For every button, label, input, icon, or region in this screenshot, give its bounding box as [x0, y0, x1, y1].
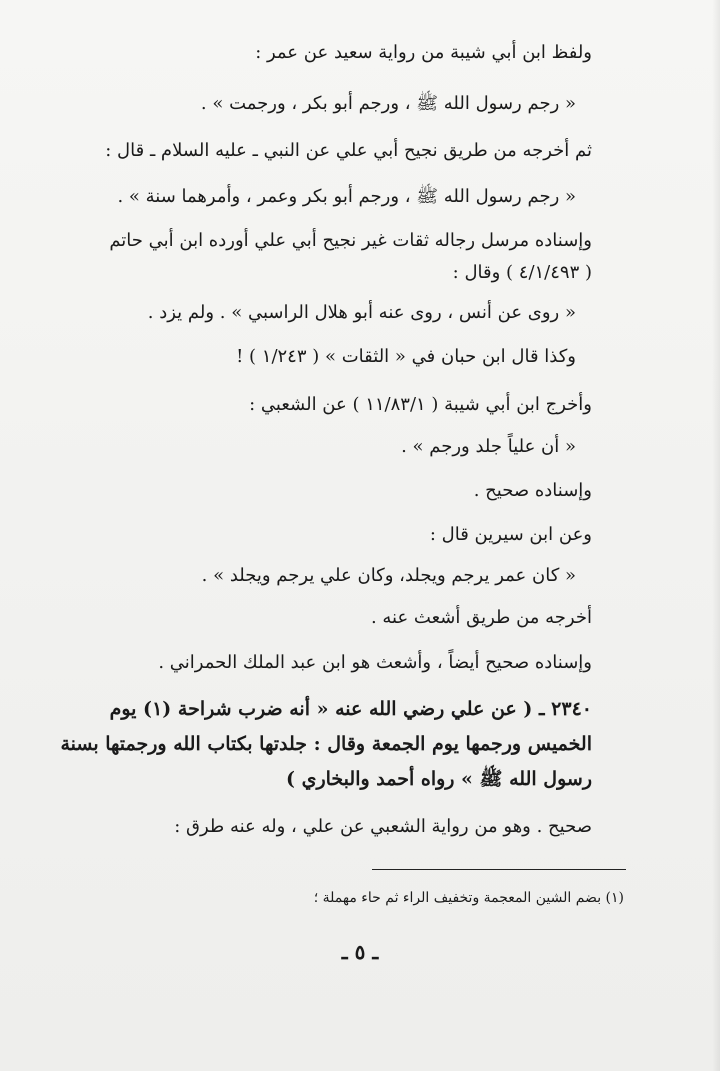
- footnote: (١) بضم الشين المعجمة وتخفيف الراء ثم حاء مهملة ؛: [313, 890, 624, 906]
- hadith-line: الخميس ورجمها يوم الجمعة وقال : جلدتها بكتاب الله ورجمتها بسنة: [60, 733, 592, 755]
- page-edge-shadow: [712, 0, 720, 1071]
- text-line: وعن ابن سيرين قال :: [429, 524, 592, 545]
- text-line: ولفظ ابن أبي شيبة من رواية سعيد عن عمر :: [255, 42, 592, 63]
- text-line: « رجم رسول الله ﷺ ، ورجم أبو بكر ، ورجمت » .: [200, 93, 576, 114]
- text-line: « روى عن أنس ، روى عنه أبو هلال الراسبي » . ولم يزد .: [147, 302, 576, 323]
- text-line: « كان عمر يرجم ويجلد، وكان علي يرجم ويجلد » .: [201, 565, 576, 586]
- text-line: « رجم رسول الله ﷺ ، ورجم أبو بكر وعمر ، وأمرهما سنة » .: [117, 186, 576, 207]
- text-line: وإسناده صحيح أيضاً ، وأشعث هو ابن عبد الملك الحمراني .: [158, 652, 592, 673]
- page-number: ـ ٥ ـ: [341, 940, 379, 964]
- text-line: ( ٤/١/٤٩٣ ) وقال :: [452, 262, 592, 283]
- hadith-line: رسول الله ﷺ » رواه أحمد والبخاري ): [285, 768, 592, 790]
- text-line: ثم أخرجه من طريق نجيح أبي علي عن النبي ـ عليه السلام ـ قال :: [105, 140, 592, 161]
- text-line: وأخرج ابن أبي شيبة ( ١١/٨٣/١ ) عن الشعبي :: [249, 394, 592, 415]
- hadith-line: ٢٣٤٠ ـ ( عن علي رضي الله عنه « أنه ضرب شراحة (١) يوم: [109, 698, 592, 720]
- text-line: وكذا قال ابن حبان في « الثقات » ( ١/٢٤٣ ) !: [236, 346, 576, 367]
- text-line: وإسناده مرسل رجاله ثقات غير نجيح أبي علي أورده ابن أبي حاتم: [109, 230, 592, 251]
- text-line: وإسناده صحيح .: [473, 480, 592, 501]
- text-line: أخرجه من طريق أشعث عنه .: [370, 607, 592, 628]
- text-line: صحيح . وهو من رواية الشعبي عن علي ، وله عنه طرق :: [174, 816, 592, 837]
- text-line: « أن علياً جلد ورجم » .: [401, 436, 576, 457]
- footnote-separator: [372, 869, 626, 870]
